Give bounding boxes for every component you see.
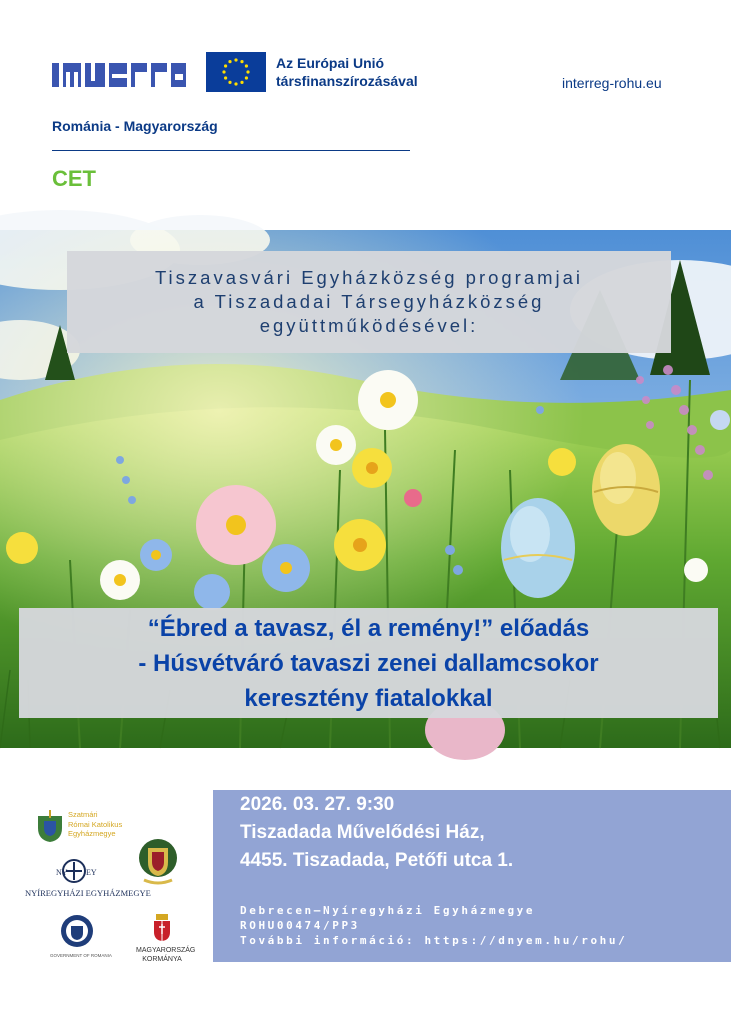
cet-label: CET (52, 166, 96, 191)
szatmar-line-1: Szatmári (68, 810, 98, 819)
szatmar-line-2: Római Katolikus (68, 819, 123, 829)
organizer-name: Debrecen–Nyíregyházi Egyházmegye (240, 904, 536, 917)
svg-text:EY: EY (86, 868, 97, 877)
nyiregyhaza-label: NYÍREGYHÁZI EGYHÁZMEGYE (25, 888, 151, 898)
eu-cofinance-text (276, 54, 418, 90)
organizer-banner (67, 251, 671, 353)
site-link[interactable]: interreg-rohu.eu (562, 75, 662, 91)
svg-text:NY: NY (56, 868, 68, 877)
event-venue: Tiszadada Művelődési Ház, (240, 822, 485, 843)
event-date: 2026. 03. 27. 9:30 (240, 794, 395, 815)
eu-line-1: Az Európai Unió (276, 55, 385, 71)
nyiregyhaza-cross-icon (54, 858, 97, 889)
szatmar-diocese-text (68, 810, 122, 839)
interreg-logo (52, 60, 186, 90)
organizer-line-1: Tiszavasvári Egyházközség programjai (154, 267, 584, 288)
header-divider (52, 150, 410, 151)
organizer-line-2: a Tiszadadai Társegyházközség (193, 291, 545, 312)
eu-line-2: társfinanszírozásával (276, 73, 418, 89)
project-code: ROHU00474/PP3 (240, 919, 360, 932)
shield-emblem-icon (138, 838, 178, 893)
hungary-line-2: KORMÁNYA (142, 956, 182, 963)
more-info-link[interactable]: További információ: https://dnyem.hu/rohu/ (240, 934, 628, 947)
programme-name: Románia - Magyarország (52, 118, 218, 134)
hungary-line-1: MAGYARORSZÁG (136, 947, 196, 954)
hungary-government-label (136, 946, 196, 964)
romania-government-seal-icon (60, 914, 94, 953)
eu-flag-icon (206, 52, 266, 92)
event-title-line-1: “Ébred a tavasz, él a remény!” előadás (147, 615, 590, 642)
event-address: 4455. Tiszadada, Petőfi utca 1. (240, 850, 514, 871)
szatmar-line-3: Egyházmegye (68, 829, 116, 838)
organizer-line-3: együttműködésével: (259, 315, 479, 336)
event-title-line-3: keresztény fiatalokkal (244, 685, 493, 712)
event-title-line-2: - Húsvétváró tavaszi zenei dallamcsokor (138, 650, 599, 677)
szatmar-diocese-logo (32, 808, 68, 849)
hungary-coat-of-arms-icon (152, 914, 172, 947)
event-title-banner (19, 608, 718, 718)
romania-government-label: GOVERNMENT OF ROMANIA (50, 953, 112, 958)
